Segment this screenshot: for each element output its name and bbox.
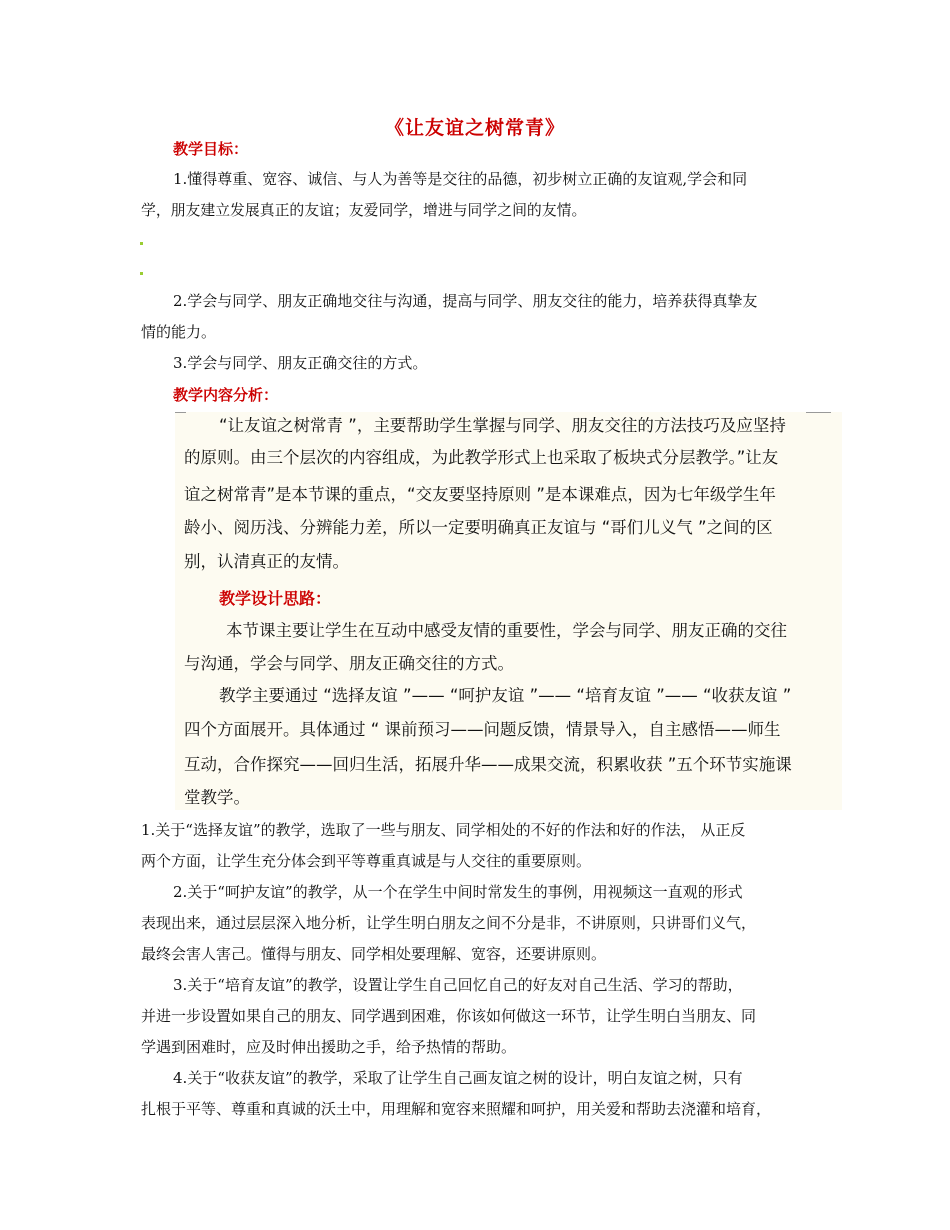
section-4-line-1: 4.关于“收获友谊”的教学，采取了让学生自己画友谊之树的设计，明白友谊之树，只有 [173, 1069, 743, 1087]
goal-2-line-2: 情的能力。 [141, 323, 217, 341]
goal-1-line-2: 学，朋友建立发展真正的友谊；友爱同学，增进与同学之间的友情。 [141, 201, 587, 219]
document-title: 《让友谊之树常青》 [384, 117, 565, 139]
bullet-marker [140, 272, 143, 275]
section-3-line-2: 并进一步设置如果自己的朋友、同学遇到困难，你该如何做这一环节，让学生明白当朋友、同 [141, 1007, 757, 1025]
goals-heading: 教学目标： [173, 140, 249, 158]
design-heading: 教学设计思路： [219, 589, 332, 608]
section-2-line-2: 表现出来，通过层层深入地分析，让学生明白朋友之间不分是非，不讲原则，只讲哥们义气， [141, 914, 757, 932]
design-line-2: 与沟通，学会与同学、朋友正确交往的方式。 [184, 654, 514, 673]
design-line-1: 本节课主要让学生在互动中感受友情的重要性，学会与同学、朋友正确的交往 [226, 621, 787, 640]
box-rule-right [806, 412, 831, 413]
analysis-line-1: “让友谊之树常青 ”，主要帮助学生掌握与同学、朋友交往的方法技巧及应坚持 [219, 416, 786, 435]
goal-1-line-1: 1.懂得尊重、宽容、诚信、与人为善等是交往的品德，初步树立正确的友谊观,学会和同 [173, 170, 748, 188]
box-rule-left [175, 412, 186, 413]
analysis-line-5: 别，认清真正的友情。 [184, 552, 349, 571]
analysis-heading: 教学内容分析： [173, 386, 279, 404]
section-2-line-1: 2.关于“呵护友谊”的教学，从一个在学生中间时常发生的事例，用视频这一直观的形式 [173, 883, 743, 901]
section-2-line-3: 最终会害人害己。懂得与朋友、同学相处要理解、宽容，还要讲原则。 [141, 945, 607, 963]
goal-2-line-1: 2.学会与同学、朋友正确地交往与沟通，提高与同学、朋友交往的能力，培养获得真挚友 [173, 292, 758, 310]
section-3-line-1: 3.关于“培育友谊”的教学，设置让学生自己回忆自己的好友对自己生活、学习的帮助， [173, 976, 743, 994]
design-line-6: 堂教学。 [184, 788, 250, 807]
section-1-line-1: 1.关于“选择友谊”的教学，选取了一些与朋友、同学相处的不好的作法和好的作法， 从正反 [141, 821, 746, 839]
analysis-line-2: 的原则。由三个层次的内容组成，为此教学形式上也采取了板块式分层教学。”让友 [184, 448, 779, 467]
design-line-5: 互动，合作探究——回归生活，拓展升华——成果交流，积累收获 ”五个环节实施课 [184, 755, 792, 774]
section-1-line-2: 两个方面，让学生充分体会到平等尊重真诚是与人交往的重要原则。 [141, 852, 592, 870]
design-line-3: 教学主要通过 “选择友谊 ”—— “呵护友谊 ”—— “培育友谊 ”—— “收获友谊 ” [219, 686, 792, 705]
design-line-4: 四个方面展开。具体通过 “ 课前预习——问题反馈，情景导入，自主感悟——师生 [184, 720, 781, 739]
bullet-marker [140, 242, 143, 245]
section-4-line-2: 扎根于平等、尊重和真诚的沃土中，用理解和宽容来照耀和呵护，用关爱和帮助去浇灌和培育， [141, 1100, 772, 1118]
analysis-line-3: 谊之树常青”是本节课的重点，“交友要坚持原则 ”是本课难点，因为七年级学生年 [184, 485, 776, 504]
section-3-line-3: 学遇到困难时，应及时伸出援助之手，给予热情的帮助。 [141, 1038, 517, 1056]
goal-3: 3.学会与同学、朋友正确交往的方式。 [173, 354, 428, 372]
analysis-line-4: 龄小、阅历浅、分辨能力差，所以一定要明确真正友谊与 “哥们儿义气 ”之间的区 [184, 518, 773, 537]
